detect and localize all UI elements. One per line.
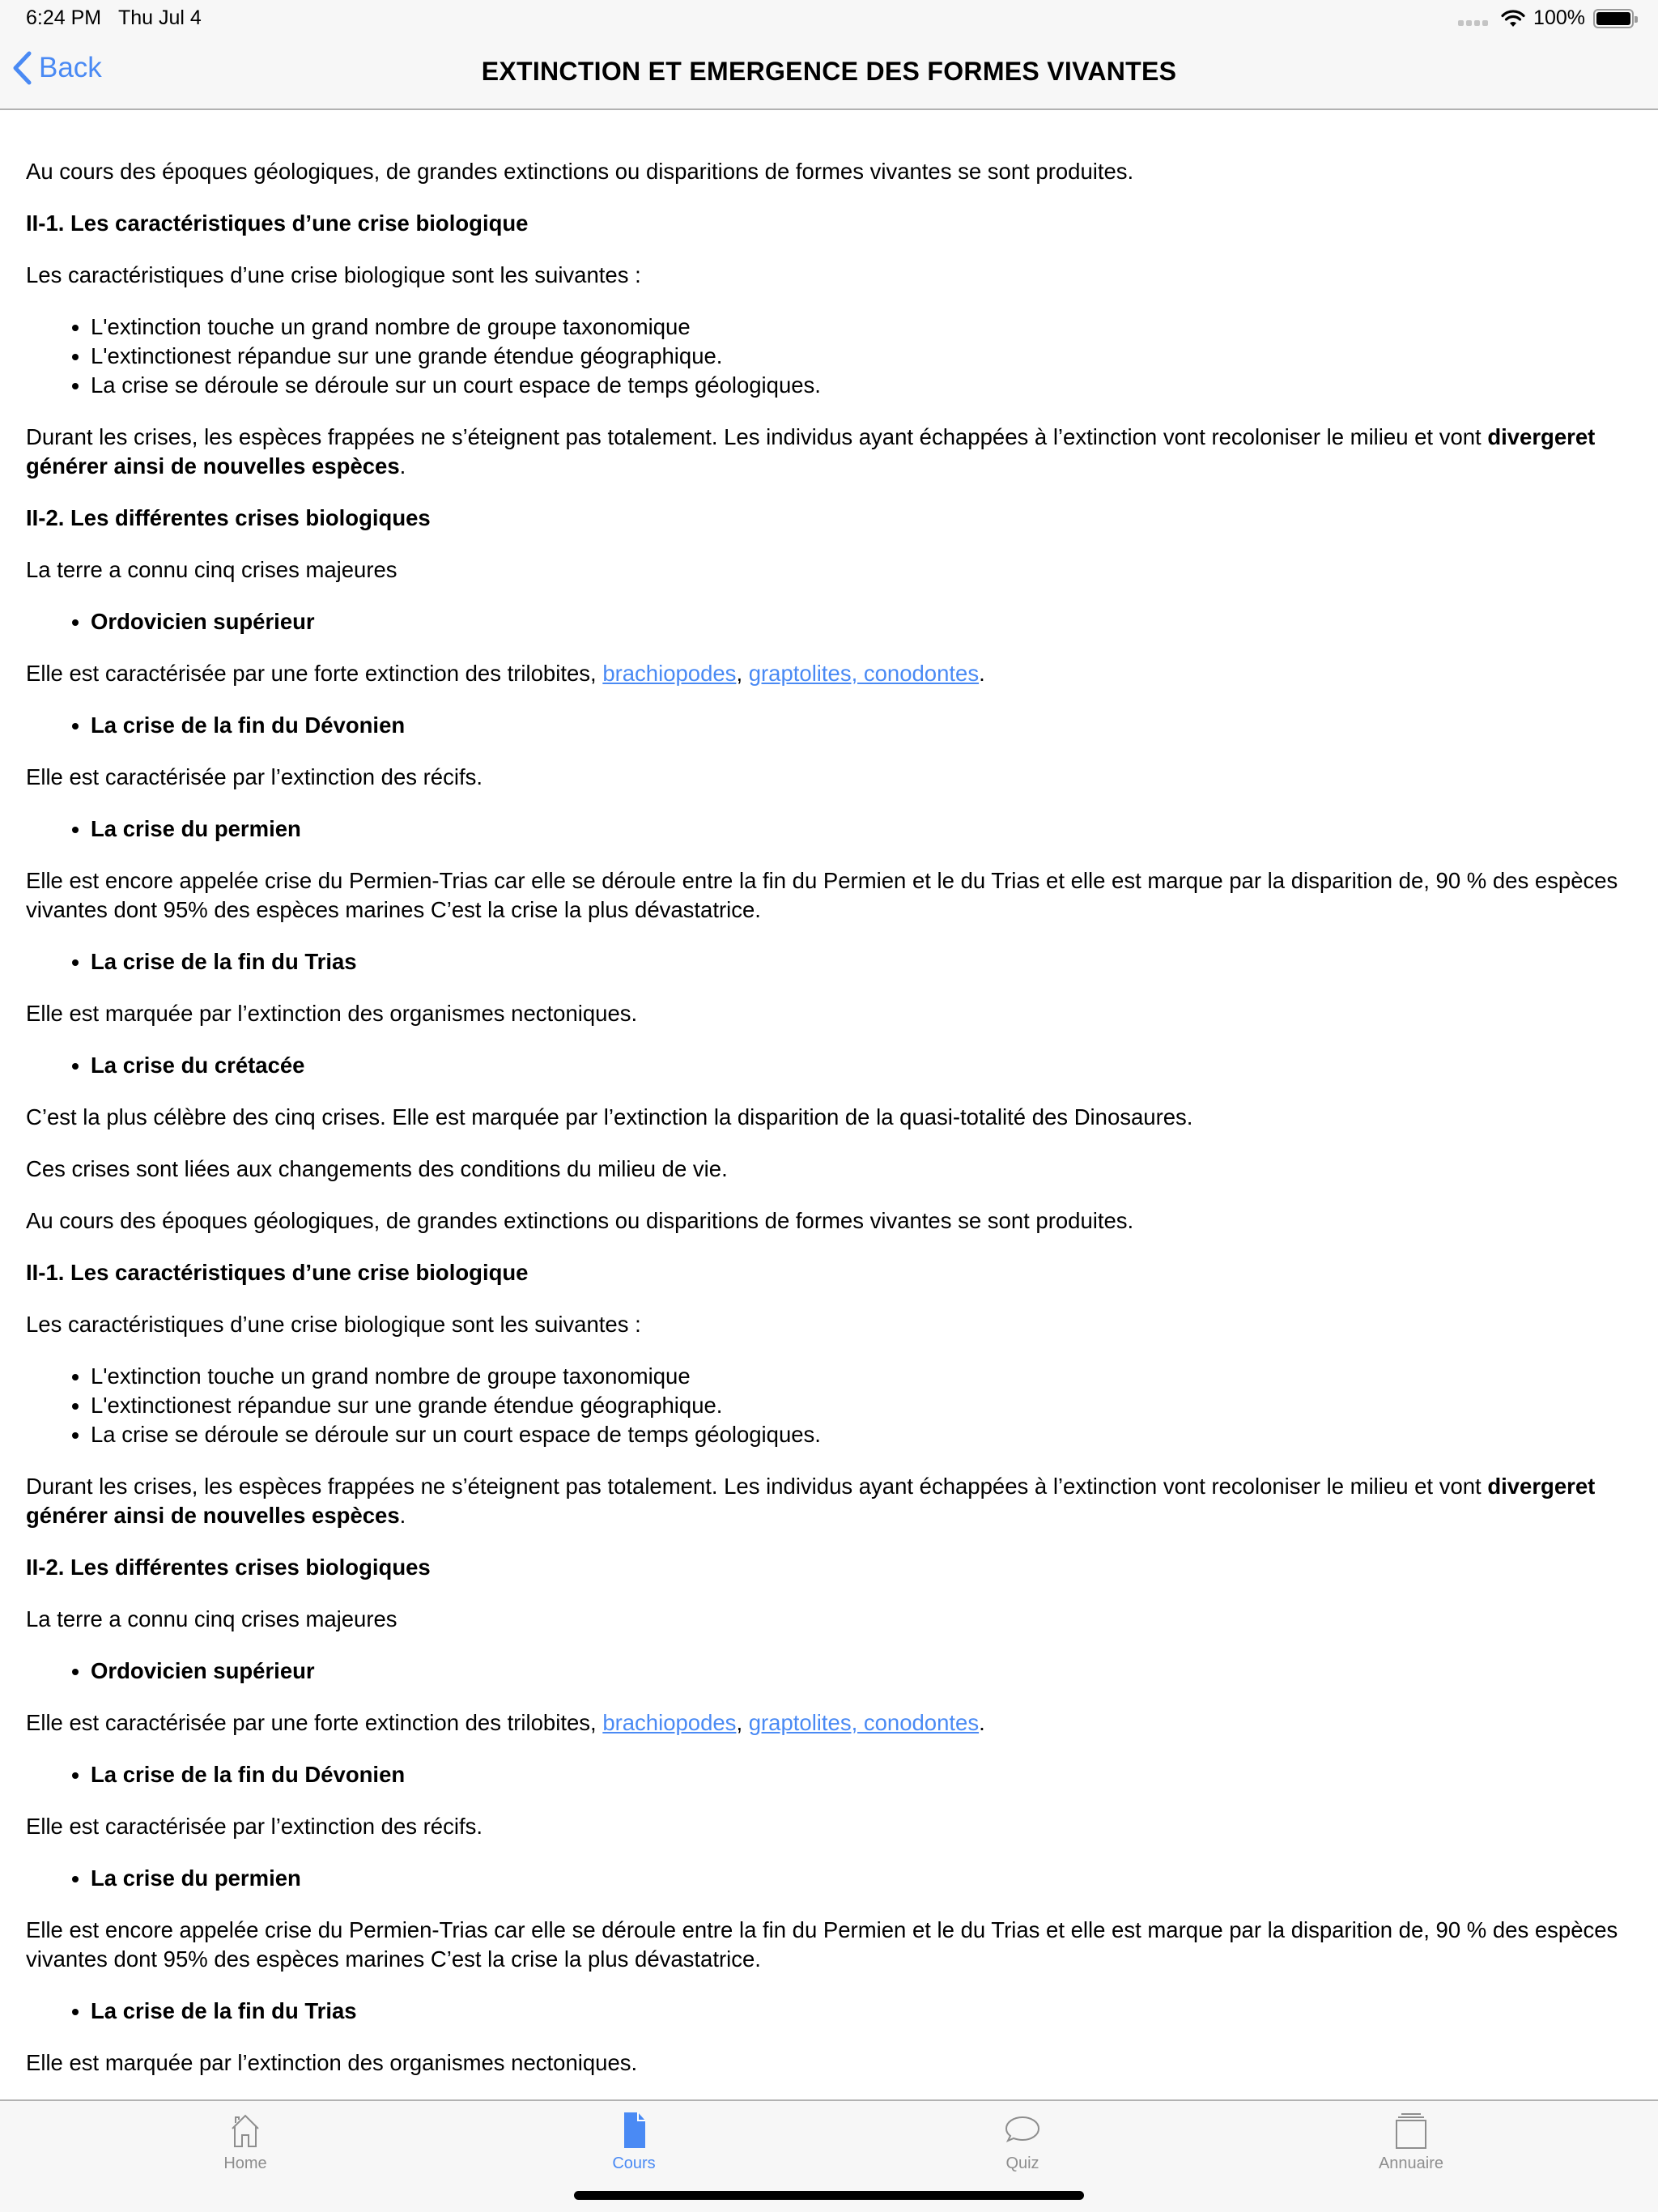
list-item: • La crise se déroule se déroule sur un court espace de temps géologiques. <box>91 1420 1632 1449</box>
battery-icon <box>1593 9 1634 28</box>
crisis-heading: • Ordovicien supérieur <box>26 607 1632 636</box>
tab-quiz[interactable]: Quiz <box>942 2111 1103 2173</box>
crisis-heading: • La crise de la fin du Trias <box>26 1997 1632 2026</box>
chat-bubble-icon <box>1003 2111 1042 2150</box>
crisis-heading: • La crise de la fin du Dévonien <box>26 711 1632 740</box>
characteristics-intro: Les caractéristiques d’une crise biologique sont les suivantes : <box>26 1312 641 1337</box>
crisis-text: Elle est caractérisée par l’extinction des récifs. <box>26 764 483 789</box>
stack-icon <box>1392 2111 1431 2150</box>
time-text: 6:24 PM <box>26 6 102 29</box>
durant-paragraph: Durant les crises, les espèces frappées ne s’éteignent pas totalement. Les individus ayant échappées à l’extinction vont recoloniser le milieu et vont divergeret générer ainsi de nouvelles espèces. <box>26 1474 1596 1528</box>
durant-paragraph: Durant les crises, les espèces frappées ne s’éteignent pas totalement. Les individus ayant échappées à l’extinction vont recoloniser le milieu et vont divergeret générer ainsi de nouvelles espèces. <box>26 424 1596 479</box>
crisis-text: Elle est caractérisée par une forte extinction des trilobites, brachiopodes, graptolites, conodontes. <box>26 661 985 686</box>
section-heading-1: II-1. Les caractéristiques d’une crise biologique <box>26 211 529 236</box>
back-label: Back <box>39 52 102 83</box>
crisis-heading: • Ordovicien supérieur <box>26 1657 1632 1686</box>
conclusion-paragraph: Ces crises sont liées aux changements des conditions du milieu de vie. <box>26 1156 728 1181</box>
tab-annuaire[interactable]: Annuaire <box>1330 2111 1492 2173</box>
list-item: • L'extinctionest répandue sur une grande étendue géographique. <box>91 1391 1632 1420</box>
crisis-text: Elle est encore appelée crise du Permien-Trias car elle se déroule entre la fin du Permien et le du Trias et elle est marque par la disparition de, 90 % des espèces vivantes dont 95% des espèces marines C’est la crise la plus dévastatrice. <box>26 1917 1618 1972</box>
list-item: • La crise se déroule se déroule sur un court espace de temps géologiques. <box>91 371 1632 400</box>
crisis-text: Elle est marquée par l’extinction des organismes nectoniques. <box>26 2050 638 2075</box>
date-text: Thu Jul 4 <box>117 6 202 29</box>
characteristics-intro: Les caractéristiques d’une crise biologique sont les suivantes : <box>26 262 641 287</box>
section-heading-2: II-2. Les différentes crises biologiques <box>26 1555 431 1580</box>
page-title: EXTINCTION ET EMERGENCE DES FORMES VIVANTES <box>481 57 1177 86</box>
crisis-text: Elle est caractérisée par l’extinction des récifs. <box>26 1814 483 1839</box>
crisis-heading: • La crise du permien <box>26 815 1632 844</box>
list-item: • L'extinction touche un grand nombre de groupe taxonomique <box>91 1362 1632 1391</box>
crisis-heading: • La crise de la fin du Dévonien <box>26 1760 1632 1789</box>
status-indicators <box>1458 6 1634 30</box>
link-brachiopodes[interactable]: brachiopodes <box>602 661 737 686</box>
navigation-bar <box>0 39 1658 110</box>
characteristics-list <box>26 1362 1632 1449</box>
tab-home[interactable]: Home <box>164 2111 326 2173</box>
five-crises-paragraph: La terre a connu cinq crises majeures <box>26 557 397 582</box>
link-brachiopodes[interactable]: brachiopodes <box>602 1710 737 1735</box>
section-heading-1: II-1. Les caractéristiques d’une crise biologique <box>26 1260 529 1285</box>
crisis-heading: • La crise de la fin du Trias <box>26 947 1632 976</box>
crisis-heading: • La crise du permien <box>26 1864 1632 1893</box>
tab-cours[interactable]: Cours <box>553 2111 715 2173</box>
course-content[interactable] <box>0 112 1658 2099</box>
home-indicator[interactable] <box>574 2191 1084 2200</box>
home-icon <box>226 2111 265 2150</box>
list-item: • L'extinctionest répandue sur une grande étendue géographique. <box>91 342 1632 371</box>
link-graptolites-conodontes[interactable]: graptolites, conodontes <box>748 1710 980 1735</box>
wifi-icon <box>1501 9 1525 28</box>
characteristics-list <box>26 313 1632 400</box>
document-icon <box>614 2111 653 2150</box>
crisis-heading: • La crise du crétacée <box>26 1051 1632 1080</box>
crisis-text: Elle est encore appelée crise du Permien-Trias car elle se déroule entre la fin du Permien et le du Trias et elle est marque par la disparition de, 90 % des espèces vivantes dont 95% des espèces marines C’est la crise la plus dévastatrice. <box>26 868 1618 922</box>
list-item: • L'extinction touche un grand nombre de groupe taxonomique <box>91 313 1632 342</box>
crisis-text: C’est la plus célèbre des cinq crises. Elle est marquée par l’extinction la disparition de la quasi-totalité des Dinosaures. <box>26 1104 1193 1129</box>
status-time <box>26 6 202 30</box>
intro-paragraph: Au cours des époques géologiques, de grandes extinctions ou disparitions de formes vivantes se sont produites. <box>26 1208 1134 1233</box>
section-heading-2: II-2. Les différentes crises biologiques <box>26 505 431 530</box>
intro-paragraph: Au cours des époques géologiques, de grandes extinctions ou disparitions de formes vivantes se sont produites. <box>26 159 1134 184</box>
signal-dots-icon <box>1458 11 1488 26</box>
crisis-text: Elle est marquée par l’extinction des organismes nectoniques. <box>26 1001 638 1026</box>
battery-percent: 100% <box>1533 6 1585 29</box>
link-graptolites-conodontes[interactable]: graptolites, conodontes <box>748 661 980 686</box>
status-bar <box>0 0 1658 39</box>
crisis-text: Elle est caractérisée par une forte extinction des trilobites, brachiopodes, graptolites, conodontes. <box>26 1710 985 1735</box>
five-crises-paragraph: La terre a connu cinq crises majeures <box>26 1606 397 1631</box>
